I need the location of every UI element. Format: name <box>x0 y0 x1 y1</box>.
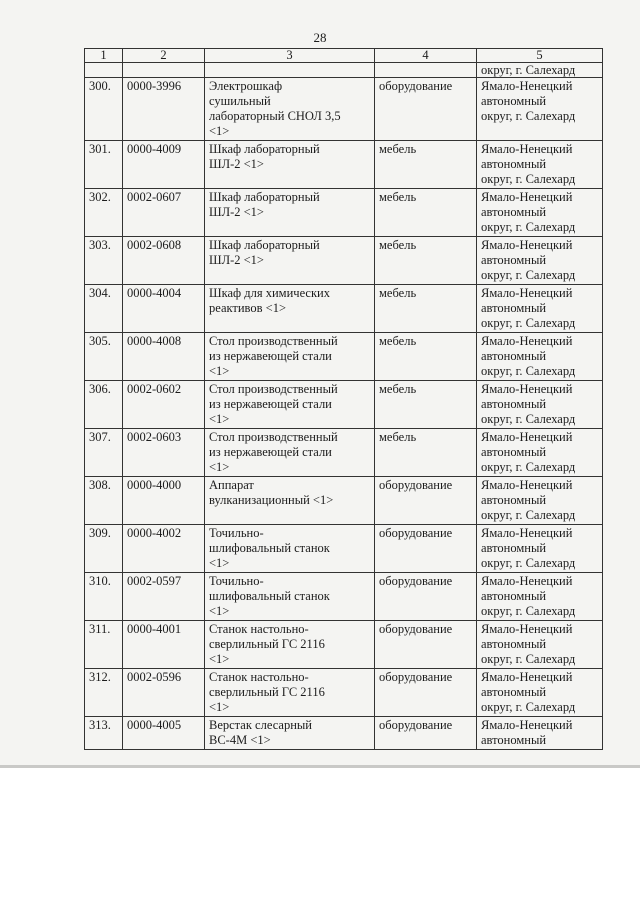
cell-type: оборудование <box>375 525 477 573</box>
cell-type: мебель <box>375 189 477 237</box>
cell-num: 309. <box>85 525 123 573</box>
cell-num: 303. <box>85 237 123 285</box>
cell-num: 305. <box>85 333 123 381</box>
cell-code: 0000-4000 <box>123 477 205 525</box>
table-row <box>85 621 603 669</box>
cell-location: Ямало-Ненецкий автономный <box>477 717 603 750</box>
table-row <box>85 237 603 285</box>
table-row <box>85 78 603 141</box>
cell-location: Ямало-Ненецкий автономный округ, г. Салехард <box>477 141 603 189</box>
cell-name: Станок настольно- сверлильный ГС 2116 <1> <box>205 669 375 717</box>
cell-code: 0000-4004 <box>123 285 205 333</box>
table-row <box>85 381 603 429</box>
cell-type: мебель <box>375 141 477 189</box>
table-body <box>85 63 603 750</box>
cell-type: мебель <box>375 381 477 429</box>
cell-location: Ямало-Ненецкий автономный округ, г. Салехард <box>477 285 603 333</box>
cell-num: 308. <box>85 477 123 525</box>
cell-name: Стол производственный из нержавеющей стали <1> <box>205 381 375 429</box>
cell-name: Шкаф лабораторный ШЛ-2 <1> <box>205 237 375 285</box>
column-header: 1 <box>85 49 123 63</box>
cell-num: 300. <box>85 78 123 141</box>
cell-name: Точильно- шлифовальный станок <1> <box>205 525 375 573</box>
cell-type: оборудование <box>375 573 477 621</box>
cell-code: 0000-4009 <box>123 141 205 189</box>
cell-num: 310. <box>85 573 123 621</box>
property-table <box>84 48 603 750</box>
cell-code <box>123 63 205 78</box>
cell-name: Электрошкаф сушильный лабораторный СНОЛ 3,5 <1> <box>205 78 375 141</box>
cell-code: 0002-0603 <box>123 429 205 477</box>
cell-type: мебель <box>375 333 477 381</box>
cell-code: 0000-4002 <box>123 525 205 573</box>
continuation-row <box>85 63 603 78</box>
cell-location: Ямало-Ненецкий автономный округ, г. Салехард <box>477 573 603 621</box>
cell-location: Ямало-Ненецкий автономный округ, г. Салехард <box>477 525 603 573</box>
table-row <box>85 525 603 573</box>
column-header: 2 <box>123 49 205 63</box>
table-row <box>85 717 603 750</box>
cell-num: 312. <box>85 669 123 717</box>
cell-code: 0002-0596 <box>123 669 205 717</box>
cell-type: мебель <box>375 237 477 285</box>
cell-name: Шкаф лабораторный ШЛ-2 <1> <box>205 189 375 237</box>
cell-code: 0002-0607 <box>123 189 205 237</box>
cell-location: Ямало-Ненецкий автономный округ, г. Салехард <box>477 669 603 717</box>
cell-name: Верстак слесарный ВС-4М <1> <box>205 717 375 750</box>
cell-type: оборудование <box>375 477 477 525</box>
cell-num: 301. <box>85 141 123 189</box>
page-number: 28 <box>313 30 327 45</box>
cell-code: 0002-0602 <box>123 381 205 429</box>
cell-num: 311. <box>85 621 123 669</box>
table-row <box>85 333 603 381</box>
cell-type: мебель <box>375 429 477 477</box>
table-row <box>85 573 603 621</box>
cell-num: 302. <box>85 189 123 237</box>
column-header: 4 <box>375 49 477 63</box>
table-row <box>85 141 603 189</box>
cell-code: 0000-4005 <box>123 717 205 750</box>
cell-name: Станок настольно- сверлильный ГС 2116 <1> <box>205 621 375 669</box>
cell-num: 313. <box>85 717 123 750</box>
cell-num: 306. <box>85 381 123 429</box>
cell-location: Ямало-Ненецкий автономный округ, г. Салехард <box>477 333 603 381</box>
cell-name: Точильно- шлифовальный станок <1> <box>205 573 375 621</box>
cell-code: 0000-4008 <box>123 333 205 381</box>
table-row <box>85 429 603 477</box>
cell-location: Ямало-Ненецкий автономный округ, г. Салехард <box>477 237 603 285</box>
cell-name: Стол производственный из нержавеющей стали <1> <box>205 429 375 477</box>
cell-location: округ, г. Салехард <box>477 63 603 78</box>
cell-type: оборудование <box>375 669 477 717</box>
table-row <box>85 669 603 717</box>
cell-name <box>205 63 375 78</box>
cell-num <box>85 63 123 78</box>
cell-code: 0000-3996 <box>123 78 205 141</box>
cell-name: Шкаф для химических реактивов <1> <box>205 285 375 333</box>
cell-name: Шкаф лабораторный ШЛ-2 <1> <box>205 141 375 189</box>
cell-code: 0002-0608 <box>123 237 205 285</box>
scan-edge <box>0 765 640 768</box>
cell-name: Аппарат вулканизационный <1> <box>205 477 375 525</box>
cell-code: 0002-0597 <box>123 573 205 621</box>
cell-location: Ямало-Ненецкий автономный округ, г. Салехард <box>477 621 603 669</box>
cell-type: оборудование <box>375 78 477 141</box>
cell-num: 307. <box>85 429 123 477</box>
column-header: 3 <box>205 49 375 63</box>
table-row <box>85 189 603 237</box>
cell-location: Ямало-Ненецкий автономный округ, г. Салехард <box>477 78 603 141</box>
header-row <box>85 49 603 63</box>
cell-type: оборудование <box>375 717 477 750</box>
cell-num: 304. <box>85 285 123 333</box>
cell-name: Стол производственный из нержавеющей стали <1> <box>205 333 375 381</box>
cell-location: Ямало-Ненецкий автономный округ, г. Салехард <box>477 381 603 429</box>
cell-type <box>375 63 477 78</box>
table-row <box>85 477 603 525</box>
column-header: 5 <box>477 49 603 63</box>
cell-type: мебель <box>375 285 477 333</box>
cell-location: Ямало-Ненецкий автономный округ, г. Салехард <box>477 189 603 237</box>
cell-location: Ямало-Ненецкий автономный округ, г. Салехард <box>477 477 603 525</box>
table-row <box>85 285 603 333</box>
cell-code: 0000-4001 <box>123 621 205 669</box>
cell-location: Ямало-Ненецкий автономный округ, г. Салехард <box>477 429 603 477</box>
cell-type: оборудование <box>375 621 477 669</box>
